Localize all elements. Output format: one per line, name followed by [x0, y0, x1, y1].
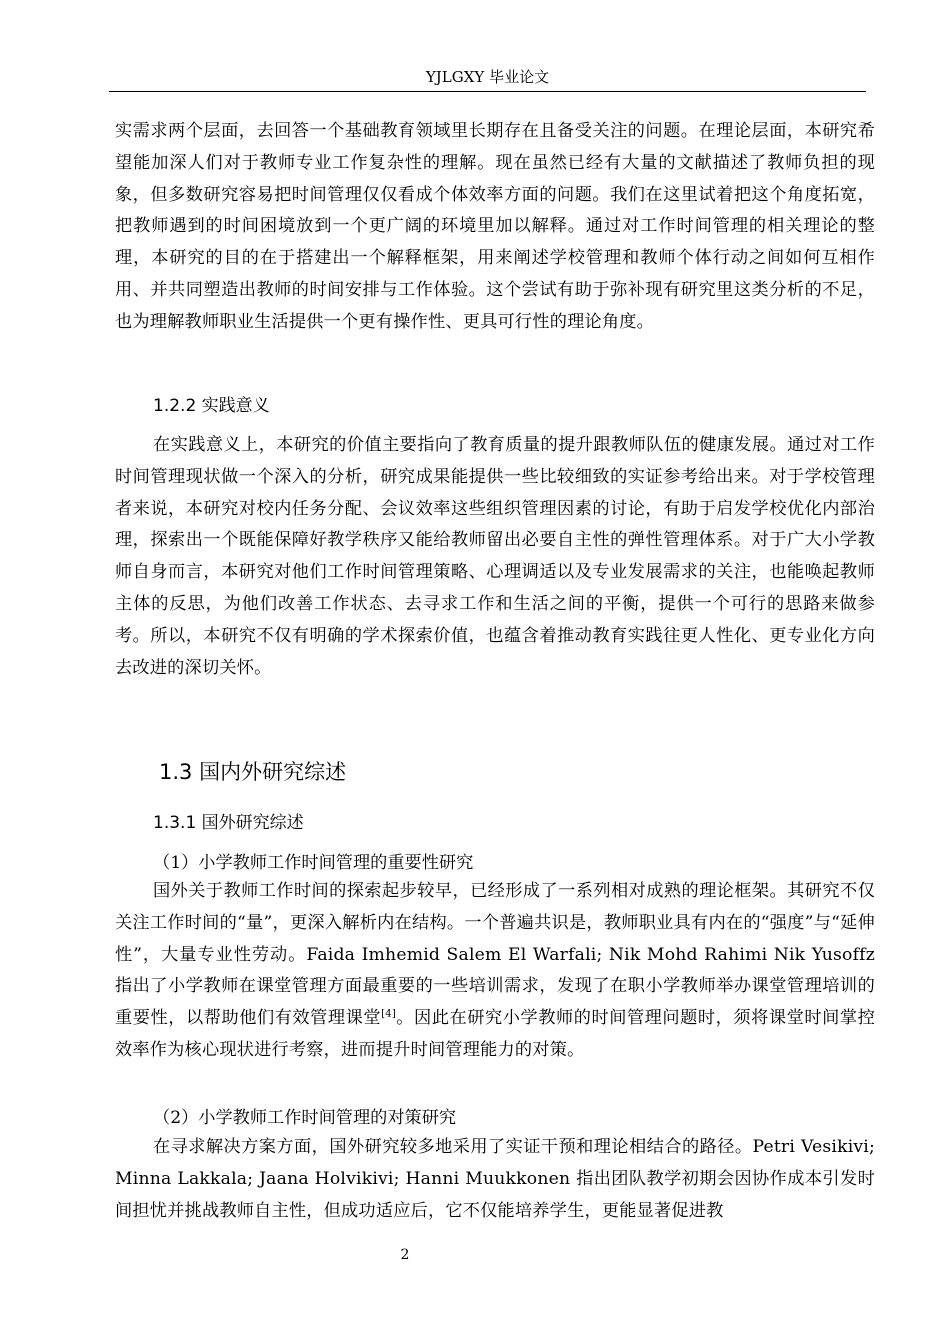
header-divider: [109, 91, 866, 92]
paragraph-text: 国外关于教师工作时间的探索起步较早，已经形成了一系列相对成熟的理论框架。其研究不仅关注工作时间的“量”，更深入解析内在结构。一个普遍共识是，教师职业具有内在的“强度”与“延伸性”，大量专业性劳动。Faida Imhemid Salem El Warfali; Nik Mohd Rahimi Nik Yusoffz 指出了小学教师在课堂管理方面最重要的一些培训需求，发现了在职小学教师举办课堂管理培训的重要性，以帮助他们有效管理课堂: [115, 881, 875, 1029]
citation-ref: [4]: [381, 1008, 396, 1020]
heading-1-2-2: 1.2.2 实践意义: [153, 396, 270, 416]
running-header: YJLGXY 毕业论文: [425, 68, 550, 86]
page-number: 2: [400, 1247, 410, 1263]
heading-1-3-1: 1.3.1 国外研究综述: [153, 813, 304, 833]
list-item-1: （1）小学教师工作时间管理的重要性研究: [153, 853, 474, 873]
list-item-2: （2）小学教师工作时间管理的对策研究: [153, 1108, 457, 1128]
heading-1-3: 1.3 国内外研究综述: [159, 760, 347, 784]
paragraph-strategy-research: 在寻求解决方案方面，国外研究较多地采用了实证干预和理论相结合的路径。Petri Vesikivi; Minna Lakkala; Jaana Holvikivi; Hanni Muukkonen 指出团队教学初期会因协作成本引发时间担忧并挑战教师自主性，但成功适应后，它不仅能培养学生，更能显著促进教: [115, 1137, 875, 1221]
paragraph-practical-significance: 在实践意义上，本研究的价值主要指向了教育质量的提升跟教师队伍的健康发展。通过对工作时间管理现状做一个深入的分析，研究成果能提供一些比较细致的实证参考给出来。对于学校管理者来说，本研究对校内任务分配、会议效率这些组织管理因素的讨论，有助于启发学校优化内部治理，探索出一个既能保障好教学秩序又能给教师留出必要自主性的弹性管理体系。对于广大小学教师自身而言，本研究对他们工作时间管理策略、心理调适以及专业发展需求的关注，也能唤起教师主体的反思，为他们改善工作状态、去寻求工作和生活之间的平衡，提供一个可行的思路来做参考。所以，本研究不仅有明确的学术探索价值，也蕴含着推动教育实践往更人性化、更专业化方向去改进的深切关怀。: [115, 435, 875, 678]
paragraph-theoretical-significance: 实需求两个层面，去回答一个基础教育领域里长期存在且备受关注的问题。在理论层面，本研究希望能加深人们对于教师专业工作复杂性的理解。现在虽然已经有大量的文献描述了教师负担的现象，但多数研究容易把时间管理仅仅看成个体效率方面的问题。我们在这里试着把这个角度拓宽，把教师遇到的时间困境放到一个更广阔的环境里加以解释。通过对工作时间管理的相关理论的整理，本研究的目的在于搭建出一个解释框架，用来阐述学校管理和教师个体行动之间如何互相作用、并共同塑造出教师的时间安排与工作体验。这个尝试有助于弥补现有研究里这类分析的不足，也为理解教师职业生活提供一个更有操作性、更具可行性的理论角度。: [115, 121, 875, 332]
paragraph-importance-research: [115, 876, 875, 1067]
paragraph-text-tail: 。因此在研究小学教师的时间管理问题时，须将课堂时间掌控效率作为核心现状进行考察，进而提升时间管理能力的对策。: [115, 1008, 875, 1060]
